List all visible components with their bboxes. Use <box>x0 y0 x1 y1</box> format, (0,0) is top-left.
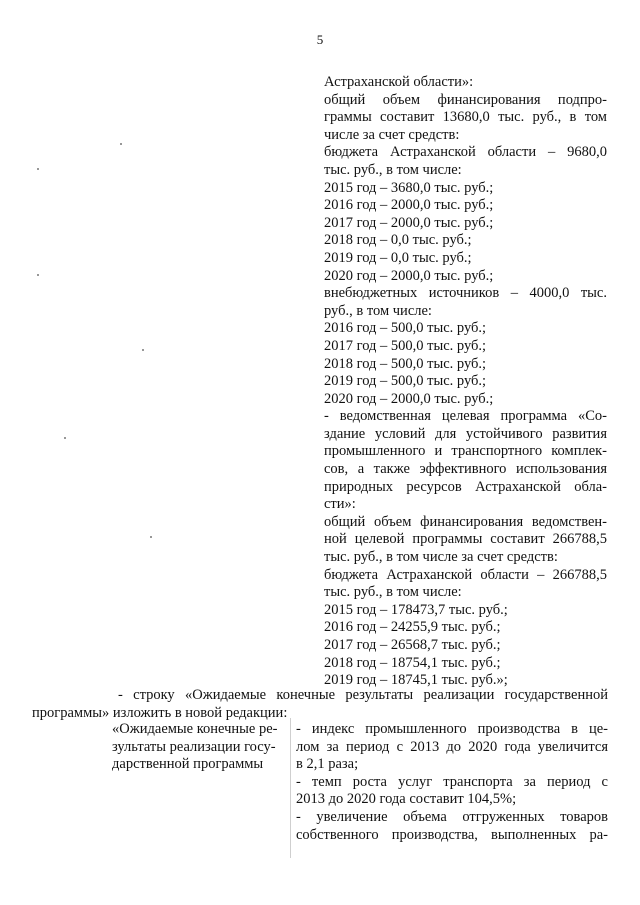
text-line: 2017 год – 2000,0 тыс. руб.; <box>324 214 494 231</box>
text-line: тыс. руб., в том числе за счет средств: <box>324 549 558 566</box>
text-line: 2015 год – 178473,7 тыс. руб.; <box>324 601 508 618</box>
text-line: лом за период с 2013 до 2020 года увеличится <box>296 738 608 755</box>
text-line: числе за счет средств: <box>324 126 460 143</box>
text-line: - темп роста услуг транспорта за период с <box>296 773 608 790</box>
financing-text-block <box>324 74 607 690</box>
text-line: тыс. руб., в том числе: <box>324 584 462 601</box>
text-line: руб., в том числе: <box>324 302 432 319</box>
scan-speck <box>64 437 66 439</box>
text-line: «Ожидаемые конечные ре- <box>112 721 278 737</box>
text-line: 2017 год – 500,0 тыс. руб.; <box>324 337 487 354</box>
scan-speck <box>37 274 39 276</box>
text-line: природных ресурсов Астраханской обла- <box>324 478 607 495</box>
text-line: сти»: <box>324 496 356 513</box>
text-line: дарственной программы <box>112 756 264 773</box>
text-line: ной целевой программы составит 266788,5 <box>324 531 607 548</box>
table-right-cell <box>296 721 608 844</box>
text-line: 2019 год – 500,0 тыс. руб.; <box>324 373 487 390</box>
text-line: 2013 до 2020 года составит 104,5%; <box>296 791 517 808</box>
text-line: граммы составит 13680,0 тыс. руб., в том <box>324 109 607 126</box>
text-line: - индекс промышленного производства в це- <box>296 721 608 737</box>
text-line: сов, а также эффективного использования <box>324 461 607 478</box>
text-line: тыс. руб., в том числе: <box>324 161 462 178</box>
scan-speck <box>150 536 152 538</box>
text-line: 2016 год – 500,0 тыс. руб.; <box>324 320 487 337</box>
text-line: 2019 год – 18745,1 тыс. руб.»; <box>324 672 508 689</box>
instruction-line: - строку «Ожидаемые конечные результаты реализации государственной <box>118 687 608 703</box>
text-line: 2016 год – 24255,9 тыс. руб.; <box>324 619 501 636</box>
scan-speck <box>142 349 144 351</box>
text-line: 2018 год – 500,0 тыс. руб.; <box>324 355 487 372</box>
text-line: внебюджетных источников – 4000,0 тыс. <box>324 285 607 302</box>
text-line: в 2,1 раза; <box>296 756 359 773</box>
text-line: 2017 год – 26568,7 тыс. руб.; <box>324 637 501 653</box>
text-line: 2015 год – 3680,0 тыс. руб.; <box>324 179 494 196</box>
text-line: 2018 год – 18754,1 тыс. руб.; <box>324 654 501 671</box>
text-line: 2018 год – 0,0 тыс. руб.; <box>324 232 472 249</box>
amendment-instruction <box>32 686 608 722</box>
scan-speck <box>37 168 39 170</box>
text-line: бюджета Астраханской области – 266788,5 <box>324 566 607 583</box>
text-line: общий объем финансирования ведомствен- <box>324 513 607 530</box>
text-line: здание условий для устойчивого развития <box>324 425 607 442</box>
text-line: общий объем финансирования подпро- <box>324 91 607 108</box>
text-line: - увеличение объема отгруженных товаров <box>296 808 608 825</box>
text-line: собственного производства, выполненных ра- <box>296 826 608 843</box>
text-line: бюджета Астраханской области – 9680,0 <box>324 144 607 161</box>
text-line: промышленного и транспортного комплек- <box>324 443 607 460</box>
instruction-line: программы» изложить в новой редакции: <box>32 705 288 721</box>
text-line: - ведомственная целевая программа «Со- <box>324 408 607 425</box>
text-line: Астраханской области»: <box>324 74 474 90</box>
text-line: зультаты реализации госу- <box>112 738 276 755</box>
text-line: 2020 год – 2000,0 тыс. руб.; <box>324 267 494 284</box>
text-line: 2020 год – 2000,0 тыс. руб.; <box>324 390 494 407</box>
table-left-cell <box>112 721 292 774</box>
text-line: 2019 год – 0,0 тыс. руб.; <box>324 249 472 266</box>
page-number: 5 <box>316 32 324 47</box>
scan-speck <box>120 143 122 145</box>
text-line: 2016 год – 2000,0 тыс. руб.; <box>324 197 494 214</box>
